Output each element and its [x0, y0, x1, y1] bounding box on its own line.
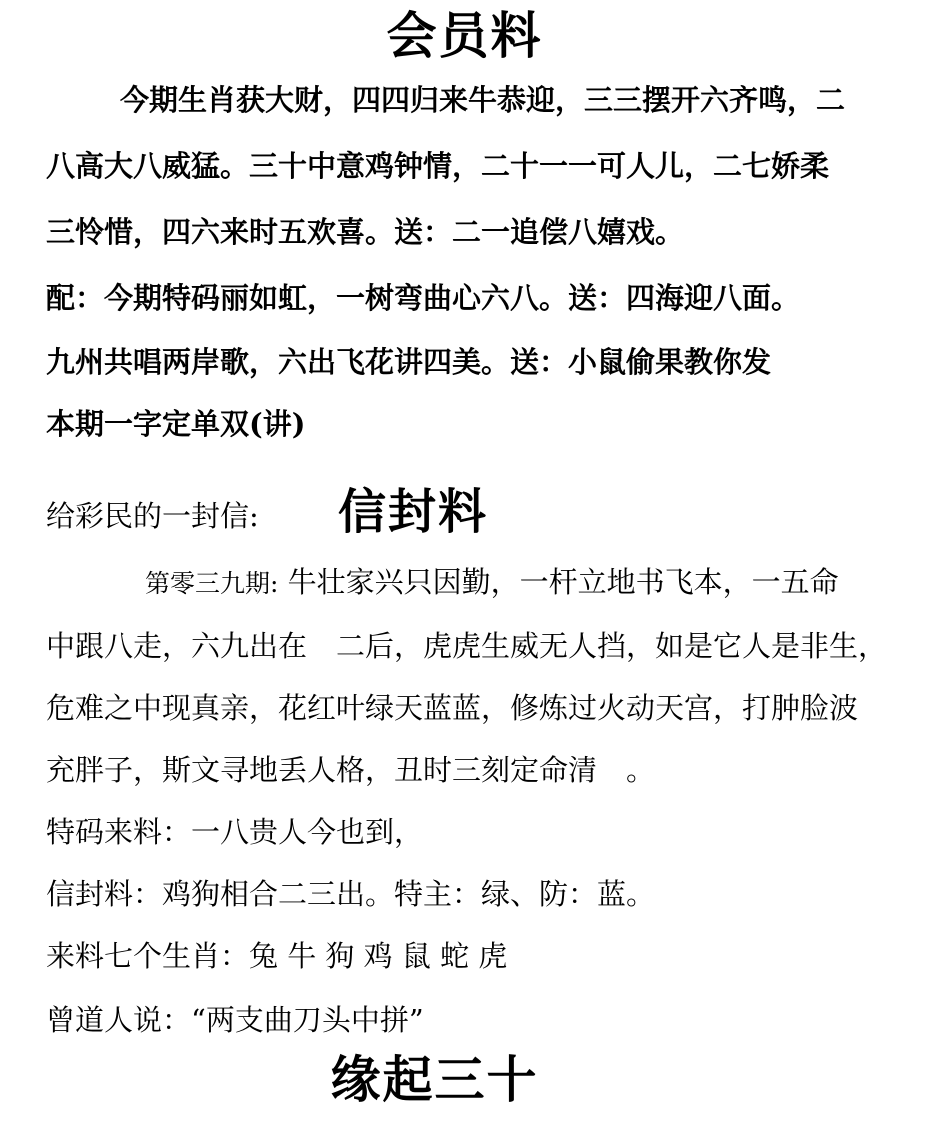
special-code-line: 特码来料：一八贵人今也到，: [46, 815, 424, 849]
member-line-1: 今期生肖获大财，四四归来牛恭迎，三三摆开六齐鸣，二: [120, 83, 846, 117]
letter-intro: 给彩民的一封信:: [46, 499, 259, 533]
member-material-title: 会员料: [386, 6, 543, 65]
envelope-line-2: 中跟八走，六九出在 二后，虎虎生威无人挡，如是它人是非生，: [46, 629, 888, 663]
envelope-material-line: 信封料：鸡狗相合二三出。特主：绿、防：蓝。: [46, 877, 656, 911]
taoist-saying-line: 曾道人说：“两支曲刀头中拼”: [46, 1003, 424, 1037]
envelope-line-1: [145, 564, 839, 602]
period-label: 第零三九期:: [145, 569, 279, 598]
member-line-5: 九州共唱两岸歌，六出飞花讲四美。送：小鼠偷果教你发: [46, 345, 772, 379]
envelope-line-4: 充胖子，斯文寻地丢人格，丑时三刻定命清 。: [46, 753, 656, 787]
member-line-3: 三怜惜，四六来时五欢喜。送：二一追偿八嬉戏。: [46, 215, 685, 249]
envelope-line-3: 危难之中现真亲，花红叶绿天蓝蓝，修炼过火动天宫，打肿脸波: [46, 691, 859, 725]
fate-thirty-title: 缘起三十: [330, 1050, 539, 1109]
envelope-material-title: 信封料: [338, 484, 489, 540]
member-line-6: 本期一字定单双(讲): [46, 407, 306, 441]
member-line-4: 配：今期特码丽如虹，一树弯曲心六八。送：四海迎八面。: [46, 281, 801, 315]
member-line-2: 八高大八威猛。三十中意鸡钟情，二十一一可人儿，二七娇柔: [46, 149, 830, 183]
envelope-line-1-text: 牛壮家兴只因勤，一杆立地书飞本，一五命: [287, 565, 839, 599]
zodiac-line: 来料七个生肖：兔 牛 狗 鸡 鼠 蛇 虎: [46, 939, 508, 973]
